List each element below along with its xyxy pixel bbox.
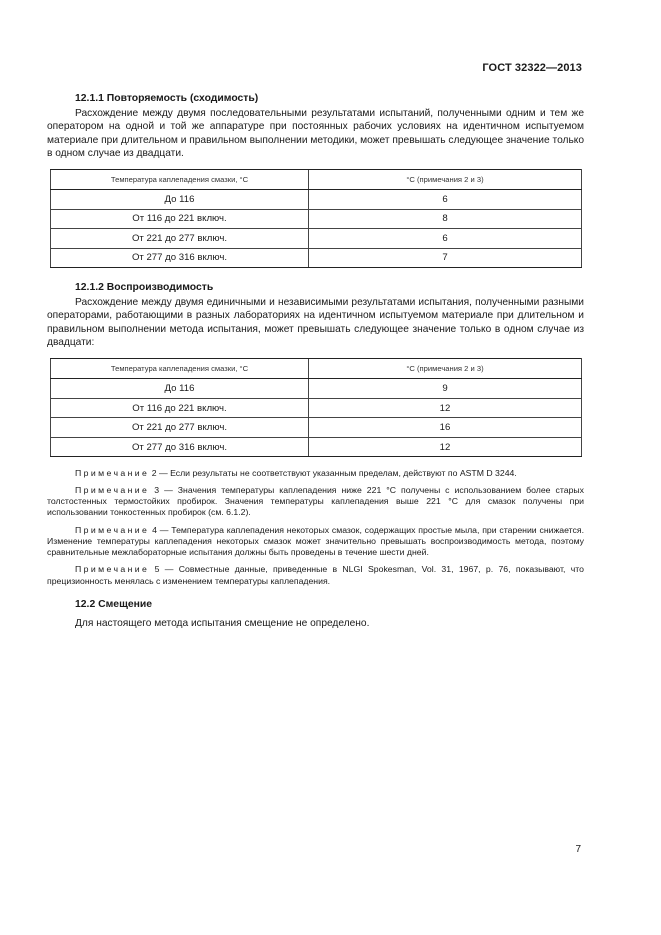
table-cell: 6	[309, 229, 582, 249]
table-cell: 9	[309, 379, 582, 399]
table-cell: 7	[309, 248, 582, 268]
repeatability-table	[50, 169, 582, 268]
table-cell: До 116	[51, 379, 309, 399]
table-cell: До 116	[51, 190, 309, 210]
table-row	[51, 190, 582, 210]
table-row	[51, 379, 582, 399]
note-text: 4 — Температура каплепадения некоторых смазок, содержащих простые мыла, при старении снижается. Изменение температуры каплепадения некоторых смазок может значительно превышать воспроизводимость метода, поэтому сравнительные межлабораторные испытания должны быть проведены в течение шести дней.	[47, 524, 584, 558]
note-3	[47, 485, 584, 519]
note-label: Примечание	[75, 468, 150, 479]
table-row	[51, 398, 582, 418]
table-row	[51, 248, 582, 268]
table-header-row	[51, 170, 582, 190]
section-heading-reproducibility: 12.1.2 Воспроизводимость	[75, 282, 214, 294]
note-label: Примечание	[75, 524, 150, 535]
table-cell: 12	[309, 398, 582, 418]
column-header-value: °С (примечания 2 и 3)	[309, 170, 582, 190]
bias-text: Для настоящего метода испытания смещение не определено.	[75, 618, 370, 630]
column-header-value: °С (примечания 2 и 3)	[309, 359, 582, 379]
table-cell: От 116 до 221 включ.	[51, 398, 309, 418]
section-heading-bias: 12.2 Смещение	[75, 599, 153, 611]
note-2	[47, 468, 584, 479]
note-4	[47, 525, 584, 559]
table-cell: 12	[309, 437, 582, 457]
note-text: 3 — Значения температуры каплепадения ниже 221 °С получены с использованием более старых толстостенных термостойких пробирок. Значения температуры каплепадения выше 221 °С для смазок получены при использовании тонкостенных пробирок (см. 6.1.2).	[47, 484, 584, 518]
repeatability-text: Расхождение между двумя последовательными результатами испытаний, полученными одним и тем же оператором на одной и той же аппаратуре при постоянных рабочих условиях на идентичном испытуемом материале при длительном и правильном выполнении методики, может превышать следующее значение только в одном случае из двадцати.	[47, 108, 584, 159]
note-label: Примечание	[75, 484, 150, 495]
table-cell: 16	[309, 418, 582, 438]
note-5	[47, 564, 584, 587]
document-code: ГОСТ 32322—2013	[482, 62, 582, 74]
table-cell: От 277 до 316 включ.	[51, 248, 309, 268]
table-row	[51, 209, 582, 229]
table-cell: От 221 до 277 включ.	[51, 418, 309, 438]
table-row	[51, 229, 582, 249]
page-content	[47, 92, 584, 630]
note-label: Примечание	[75, 564, 150, 575]
table-cell: От 277 до 316 включ.	[51, 437, 309, 457]
page-number: 7	[575, 844, 581, 855]
table-cell: От 116 до 221 включ.	[51, 209, 309, 229]
note-text: 2 — Если результаты не соответствуют указанным пределам, действуют по ASTM D 3244.	[151, 468, 517, 479]
table-row	[51, 437, 582, 457]
table-cell: 6	[309, 190, 582, 210]
column-header-temperature: Температура каплепадения смазки, °С	[51, 170, 309, 190]
note-text: 5 — Совместные данные, приведенные в NLGI Spokesman, Vol. 31, 1967, p. 76, показывают, что прецизионность менялась с изменением температуры каплепадения.	[47, 564, 584, 586]
reproducibility-table	[50, 358, 582, 457]
table-cell: От 221 до 277 включ.	[51, 229, 309, 249]
reproducibility-text: Расхождение между двумя единичными и независимыми результатами испытания, полученными разными операторами, работающими в разных лабораториях на идентичном испытуемом материале при длительном и правильном выполнении метода испытания, может превышать следующее значение только в одном случае из двадцати:	[47, 297, 584, 349]
table-header-row	[51, 359, 582, 379]
section-heading-repeatability: 12.1.1 Повторяемость (сходимость)	[75, 93, 259, 104]
table-row	[51, 418, 582, 438]
table-cell: 8	[309, 209, 582, 229]
column-header-temperature: Температура каплепадения смазки, °С	[51, 359, 309, 379]
